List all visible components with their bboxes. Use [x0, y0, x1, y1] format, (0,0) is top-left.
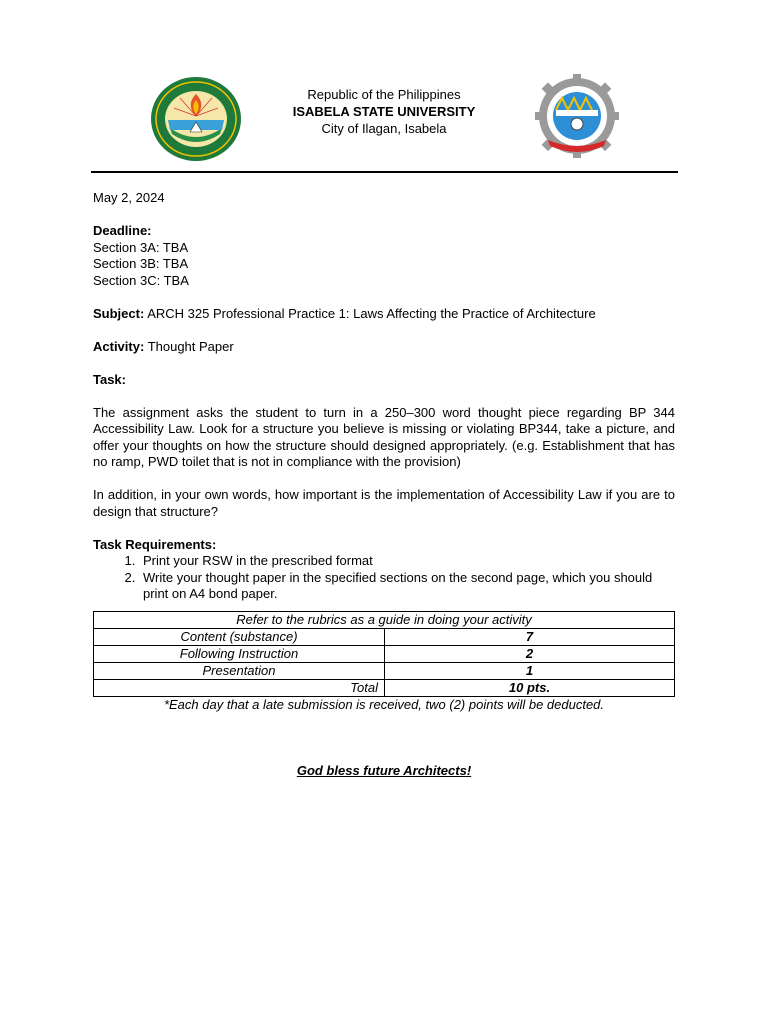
rubric-total-value: 10 pts.	[385, 679, 675, 696]
table-row	[94, 662, 675, 679]
deadline-section-3a: Section 3A: TBA	[93, 239, 189, 255]
isabela-state-university-seal-icon	[150, 76, 242, 162]
requirement-item: 2. Write your thought paper in the specified sections on the second page, which you should print on A4 bond paper.	[139, 570, 675, 603]
rubric-title: Refer to the rubrics as a guide in doing your activity	[94, 611, 675, 628]
activity-line	[93, 339, 675, 356]
subject-line	[93, 306, 675, 323]
table-row	[94, 628, 675, 645]
republic-line: Republic of the Philippines	[307, 87, 461, 102]
task-paragraph-2: In addition, in your own words, how important is the implementation of Accessibility Law if you are to design that structure?	[93, 487, 675, 519]
rubric-points: 7	[385, 628, 675, 645]
activity-label: Activity:	[93, 338, 145, 354]
late-submission-note: *Each day that a late submission is received, two (2) points will be deducted.	[163, 696, 605, 712]
requirements-list	[93, 553, 675, 603]
deadline-label: Deadline:	[93, 223, 152, 238]
rubric-total-label: Total	[94, 679, 385, 696]
date: May 2, 2024	[93, 190, 165, 205]
deadline-section-3c: Section 3C: TBA	[93, 272, 189, 288]
deadline-section-3b: Section 3B: TBA	[93, 256, 189, 271]
rubric-criterion: Content (substance)	[94, 628, 385, 645]
subject-value: ARCH 325 Professional Practice 1: Laws Affecting the Practice of Architecture	[147, 305, 596, 321]
rubric-criterion: Presentation	[94, 662, 385, 679]
rubric-title-row	[94, 611, 675, 628]
rubric-points: 1	[385, 662, 675, 679]
activity-value: Thought Paper	[147, 338, 234, 354]
city-line: City of Ilagan, Isabela	[321, 121, 447, 136]
rubric-criterion: Following Instruction	[94, 645, 385, 662]
university-name: ISABELA STATE UNIVERSITY	[292, 104, 476, 119]
rubric-total-row	[94, 679, 675, 696]
college-of-engineering-architecture-seal-icon	[532, 74, 622, 160]
letterhead	[250, 86, 518, 137]
document-body	[93, 190, 675, 779]
requirements-label: Task Requirements:	[93, 536, 217, 552]
rubric-table	[93, 611, 675, 697]
table-row	[94, 645, 675, 662]
task-label: Task:	[93, 371, 126, 387]
subject-label: Subject:	[93, 305, 145, 321]
task-paragraph-1: The assignment asks the student to turn in a 250–300 word thought piece regarding BP 344 Accessibility Law. Look for a structure you believe is missing or violating BP344, take a picture, and offer your thoughts on how the structure should designed appropriately. (e.g. Establishment that has no ramp, PWD toilet that is not in compliance with the provision)	[93, 404, 675, 469]
closing-line: God bless future Architects!	[296, 762, 472, 778]
rubric-points: 2	[385, 645, 675, 662]
requirement-item: 1. Print your RSW in the prescribed format	[139, 553, 675, 570]
header-rule	[91, 171, 678, 173]
